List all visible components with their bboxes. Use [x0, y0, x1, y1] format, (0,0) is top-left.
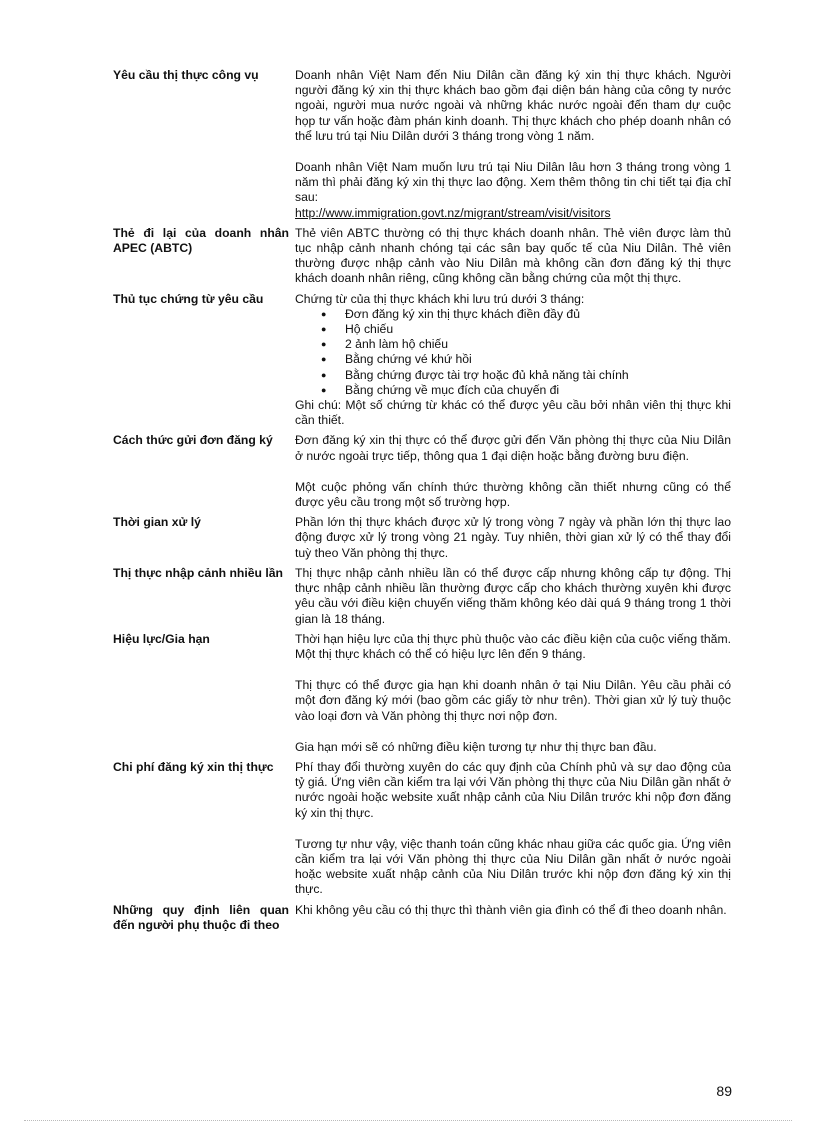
row-dependents [113, 903, 731, 933]
paragraph: Thị thực có thể được gia hạn khi doanh nhân ở tại Niu Dilân. Yêu cầu phải có một đơn đăng ký mới (bao gồm các giấy tờ như trên). Thời gian xử lý tuỳ thuộc vào loại đơn và Văn phòng thị thực nơi nộp đơn. [295, 678, 731, 723]
row-label: Yêu cầu thị thực công vụ [113, 68, 259, 82]
row-label: Cách thức gửi đơn đăng ký [113, 433, 273, 448]
list-item: ● Đơn đăng ký xin thị thực khách điền đầy đủ [345, 307, 731, 322]
paragraph: Phí thay đổi thường xuyên do các quy định của Chính phủ và sự dao động của tỷ giá. Ứng viên cần kiểm tra lại với Văn phòng thị thực của Niu Dilân gần nhất ở nước ngoài hoặc website xuất nhập cảnh của Niu Dilân trước khi nộp đơn đăng ký xin thị thực. [295, 759, 731, 820]
list-item: ● Bằng chứng về mục đích của chuyến đi [345, 383, 731, 398]
list-item: ● Bằng chứng được tài trợ hoặc đủ khả năng tài chính [345, 368, 731, 383]
row-abtc [113, 226, 731, 287]
paragraph: Phần lớn thị thực khách được xử lý trong vòng 7 ngày và phần lớn thị thực lao động được xử lý trong vòng 21 ngày. Tuy nhiên, thời gian xử lý có thể thay đổi tuỳ theo Văn phòng thị thực. [295, 515, 731, 560]
row-label: Thẻ đi lại của doanh nhân APEC (ABTC) [113, 225, 289, 256]
list-item: ● Hộ chiếu [345, 322, 731, 337]
row-content [295, 515, 731, 561]
row-content [295, 433, 731, 510]
paragraph-text: Doanh nhân Việt Nam muốn lưu trú tại Niu Dilân lâu hơn 3 tháng trong vòng 1 năm thì phải đăng ký xin thị thực lao động. Xem thêm thông tin chi tiết tại địa chỉ sau: [295, 160, 731, 205]
documents-note: Ghi chú: Một số chứng từ khác có thể được yêu cầu bởi nhân viên thị thực khi cần thiết. [295, 398, 731, 428]
row-content [295, 226, 731, 287]
row-content [295, 68, 731, 221]
list-item: ● 2 ảnh làm hộ chiếu [345, 337, 731, 352]
row-validity [113, 632, 731, 755]
row-label: Hiệu lực/Gia hạn [113, 631, 210, 646]
row-submission [113, 433, 731, 510]
row-business-visa [113, 68, 731, 221]
paragraph: Thẻ viên ABTC thường có thị thực khách doanh nhân. Thẻ viên được làm thủ tục nhập cảnh nhanh chóng tại các sân bay quốc tế của Niu Dilân. Thẻ viên thường được nhập cảnh vào Niu Dilân mà không cần đơn đăng ký thị thực khách doanh nhân riêng, cũng không cần bằng chứng của một thị thực. [295, 225, 731, 286]
row-label: Thủ tục chứng từ yêu cầu [113, 291, 264, 306]
row-content [295, 566, 731, 627]
page-number: 89 [716, 1083, 732, 1099]
row-documents [113, 292, 731, 429]
documents-intro: Chứng từ của thị thực khách khi lưu trú dưới 3 tháng: [295, 291, 585, 306]
paragraph: Doanh nhân Việt Nam đến Niu Dilân cần đăng ký xin thị thực khách. Người người đăng ký xin thị thực khách bao gồm đại diện bán hàng của công ty nước ngoài, người mua nước ngoài và những khác nước ngoài đến tham dự cuộc họp tư vấn hoặc đàm phán kinh doanh. Thị thực khách cho phép doanh nhân có thể lưu trú tại Niu Dilân dưới 3 tháng trong vòng 1 năm. [295, 68, 731, 143]
row-processing-time [113, 515, 731, 561]
paragraph [295, 160, 731, 221]
paragraph: Một cuộc phỏng vấn chính thức thường không cần thiết nhưng cũng có thể được yêu cầu trong một số trường hợp. [295, 479, 731, 510]
row-content [295, 632, 731, 755]
row-label: Chi phí đăng ký xin thị thực [113, 759, 274, 774]
paragraph: Thời hạn hiệu lực của thị thực phù thuộc vào các điều kiện của cuộc viếng thăm. Một thị thực khách có thể có hiệu lực lên đến 9 tháng. [295, 631, 731, 661]
paragraph: Tương tự như vậy, việc thanh toán cũng khác nhau giữa các quốc gia. Ứng viên cần kiểm tra lại với Văn phòng thị thực của Niu Dilân gần nhất ở nước ngoài hoặc website xuất nhập cảnh của Niu Dilân trước khi nộp đơn đăng ký xin thị thực. [295, 836, 731, 897]
footer-divider [24, 1120, 792, 1121]
immigration-link[interactable]: http://www.immigration.govt.nz/migrant/stream/visit/visitors [295, 205, 611, 220]
list-item: ● Bằng chứng vé khứ hồi [345, 352, 731, 367]
paragraph: Thị thực nhập cảnh nhiều lần có thể được cấp nhưng không cấp tự động. Thị thực nhập cảnh nhiều lần thường được cấp cho khách thường xuyên khi được yêu cầu với điều kiện chuyến viếng thăm không kéo dài quá 9 tháng trong 1 thời gian là 18 tháng. [295, 565, 731, 626]
documents-list [295, 307, 731, 398]
row-label: Những quy định liên quan đến người phụ thuộc đi theo [113, 902, 289, 932]
row-label: Thời gian xử lý [113, 515, 201, 530]
row-content [295, 760, 731, 898]
row-content [295, 292, 731, 429]
paragraph: Đơn đăng ký xin thị thực có thể được gửi đến Văn phòng thị thực của Niu Dilân ở nước ngoài trực tiếp, thông qua 1 đại diện hoặc bằng đường bưu điện. [295, 433, 731, 463]
row-fees [113, 760, 731, 898]
paragraph: Gia hạn mới sẽ có những điều kiện tương tự như thị thực ban đầu. [295, 739, 657, 754]
row-content [295, 903, 731, 933]
visa-info-table [113, 68, 731, 938]
paragraph: Khi không yêu cầu có thị thực thì thành viên gia đình có thể đi theo doanh nhân. [295, 902, 727, 917]
row-label: Thị thực nhập cảnh nhiều lần [113, 565, 283, 580]
row-multiple-entry [113, 566, 731, 627]
